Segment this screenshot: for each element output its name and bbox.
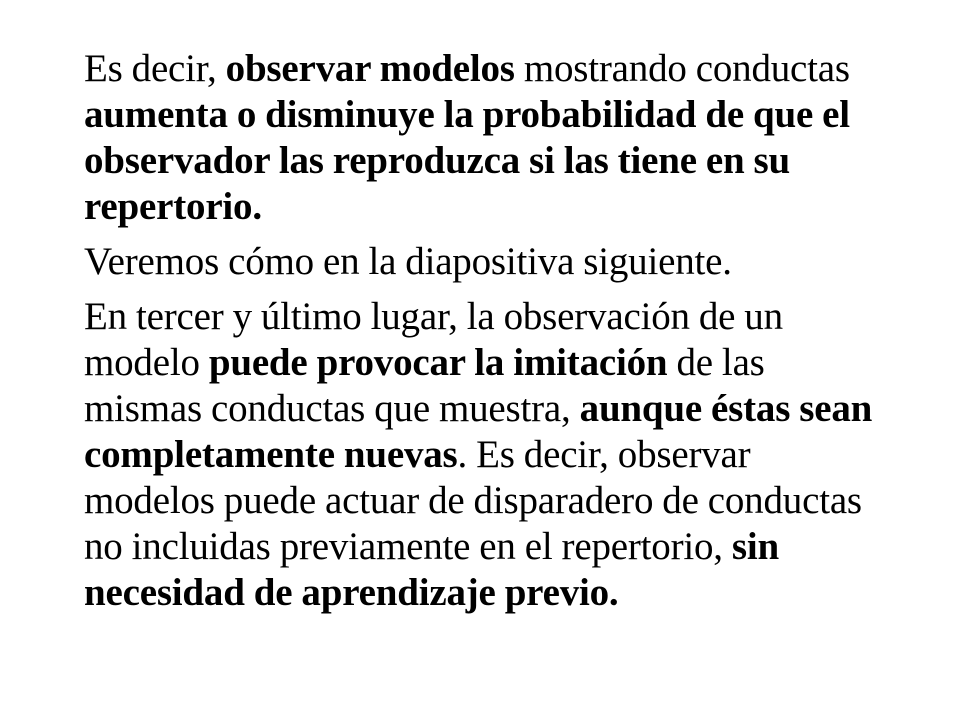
text-segment: . Es decir, observar modelos puede actuar de disparadero de conductas no incluidas previamente en el repertorio, [84, 433, 862, 568]
text-segment: mostrando conductas [514, 47, 850, 90]
bold-segment: aumenta o disminuye la probabilidad de que el observador las reproduzca si las tiene en su repertorio. [84, 93, 850, 228]
bold-segment: observar modelos [225, 47, 515, 90]
text-segment: Veremos cómo en la diapositiva siguiente. [84, 240, 732, 283]
bold-segment: puede provocar la imitación [208, 341, 668, 384]
paragraph-tercer-lugar [84, 294, 890, 616]
text-segment: de las mismas conductas que muestra, [84, 341, 765, 430]
text-segment: En tercer y último lugar, la observación de un modelo [84, 295, 783, 384]
text-segment: Es decir, [84, 47, 226, 90]
paragraph-observar-modelos [84, 46, 890, 230]
bold-segment: sin necesidad de aprendizaje previo. [84, 525, 780, 614]
bold-segment: aunque éstas sean completamente nuevas [84, 387, 873, 476]
paragraph-veremos [84, 239, 890, 285]
